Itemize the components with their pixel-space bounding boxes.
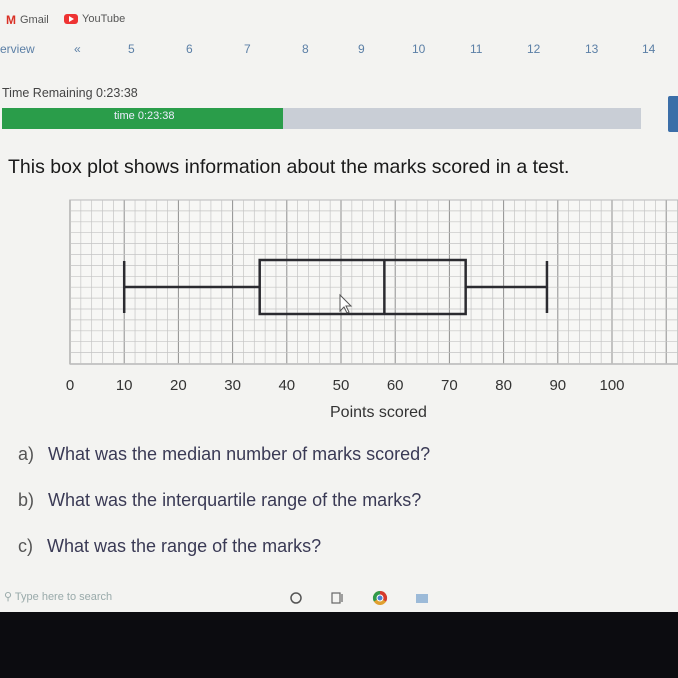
x-tick-label: 30 [224, 377, 241, 394]
x-tick-label: 80 [495, 377, 512, 394]
x-axis-label: Points scored [330, 404, 427, 421]
nav-question-9[interactable]: 9 [358, 42, 365, 56]
x-tick-label: 40 [278, 377, 296, 394]
file-explorer-icon[interactable] [414, 590, 430, 606]
part-text: What was the median number of marks scored? [48, 444, 431, 464]
side-menu-button[interactable] [668, 96, 678, 132]
nav-question-6[interactable]: 6 [186, 42, 193, 56]
taskbar-search[interactable] [4, 590, 112, 603]
bookmark-youtube[interactable] [64, 13, 125, 25]
search-icon: ⚲ [4, 591, 13, 603]
plot-grid [70, 200, 678, 364]
bookmark-gmail[interactable] [6, 13, 49, 27]
x-axis-ticks [66, 377, 625, 394]
question-part-c [18, 536, 321, 557]
task-view-icon[interactable] [330, 590, 346, 606]
search-placeholder: Type here to search [14, 591, 113, 603]
question-text: This box plot shows information about the marks scored in a test. [8, 156, 570, 178]
bookmark-label: Gmail [20, 14, 49, 26]
x-tick-label: 0 [65, 377, 75, 394]
x-tick-label: 20 [170, 377, 187, 394]
gmail-icon: M [6, 13, 16, 27]
part-letter: a) [18, 444, 35, 464]
x-tick-label: 90 [549, 377, 567, 394]
nav-question-13[interactable]: 13 [585, 42, 599, 56]
chrome-icon[interactable] [372, 590, 388, 606]
nav-question-11[interactable]: 11 [470, 42, 483, 56]
taskbar [0, 586, 678, 612]
nav-back-button[interactable]: « [74, 42, 81, 56]
part-text: What was the interquartile range of the marks? [48, 490, 422, 510]
x-tick-label: 60 [386, 377, 404, 394]
nav-question-12[interactable]: 12 [527, 42, 541, 56]
nav-question-10[interactable]: 10 [412, 42, 426, 56]
question-part-b [18, 490, 421, 511]
bookmark-label: YouTube [82, 13, 126, 25]
cortana-icon[interactable] [288, 590, 304, 606]
bookmarks-bar [0, 8, 678, 30]
timer-bar-label: time 0:23:38 [114, 110, 175, 122]
plot-background [70, 200, 678, 364]
part-text: What was the range of the marks? [47, 536, 322, 556]
timer-progress-bar [2, 108, 641, 129]
box-plot [0, 192, 678, 402]
x-tick-label: 10 [115, 377, 133, 394]
question-nav [0, 38, 678, 60]
time-remaining: Time Remaining 0:23:38 [2, 86, 138, 100]
nav-question-5[interactable]: 5 [128, 42, 135, 56]
nav-question-7[interactable]: 7 [244, 42, 251, 56]
question-part-a [18, 444, 430, 465]
x-tick-label: 50 [332, 377, 350, 394]
part-letter: b) [18, 490, 35, 510]
nav-question-8[interactable]: 8 [302, 42, 309, 56]
x-tick-label: 100 [599, 377, 625, 394]
nav-question-14[interactable]: 14 [642, 42, 656, 56]
x-tick-label: 70 [441, 377, 458, 394]
overview-link[interactable]: erview [0, 42, 35, 56]
part-letter: c) [18, 536, 33, 556]
youtube-icon [64, 14, 78, 24]
